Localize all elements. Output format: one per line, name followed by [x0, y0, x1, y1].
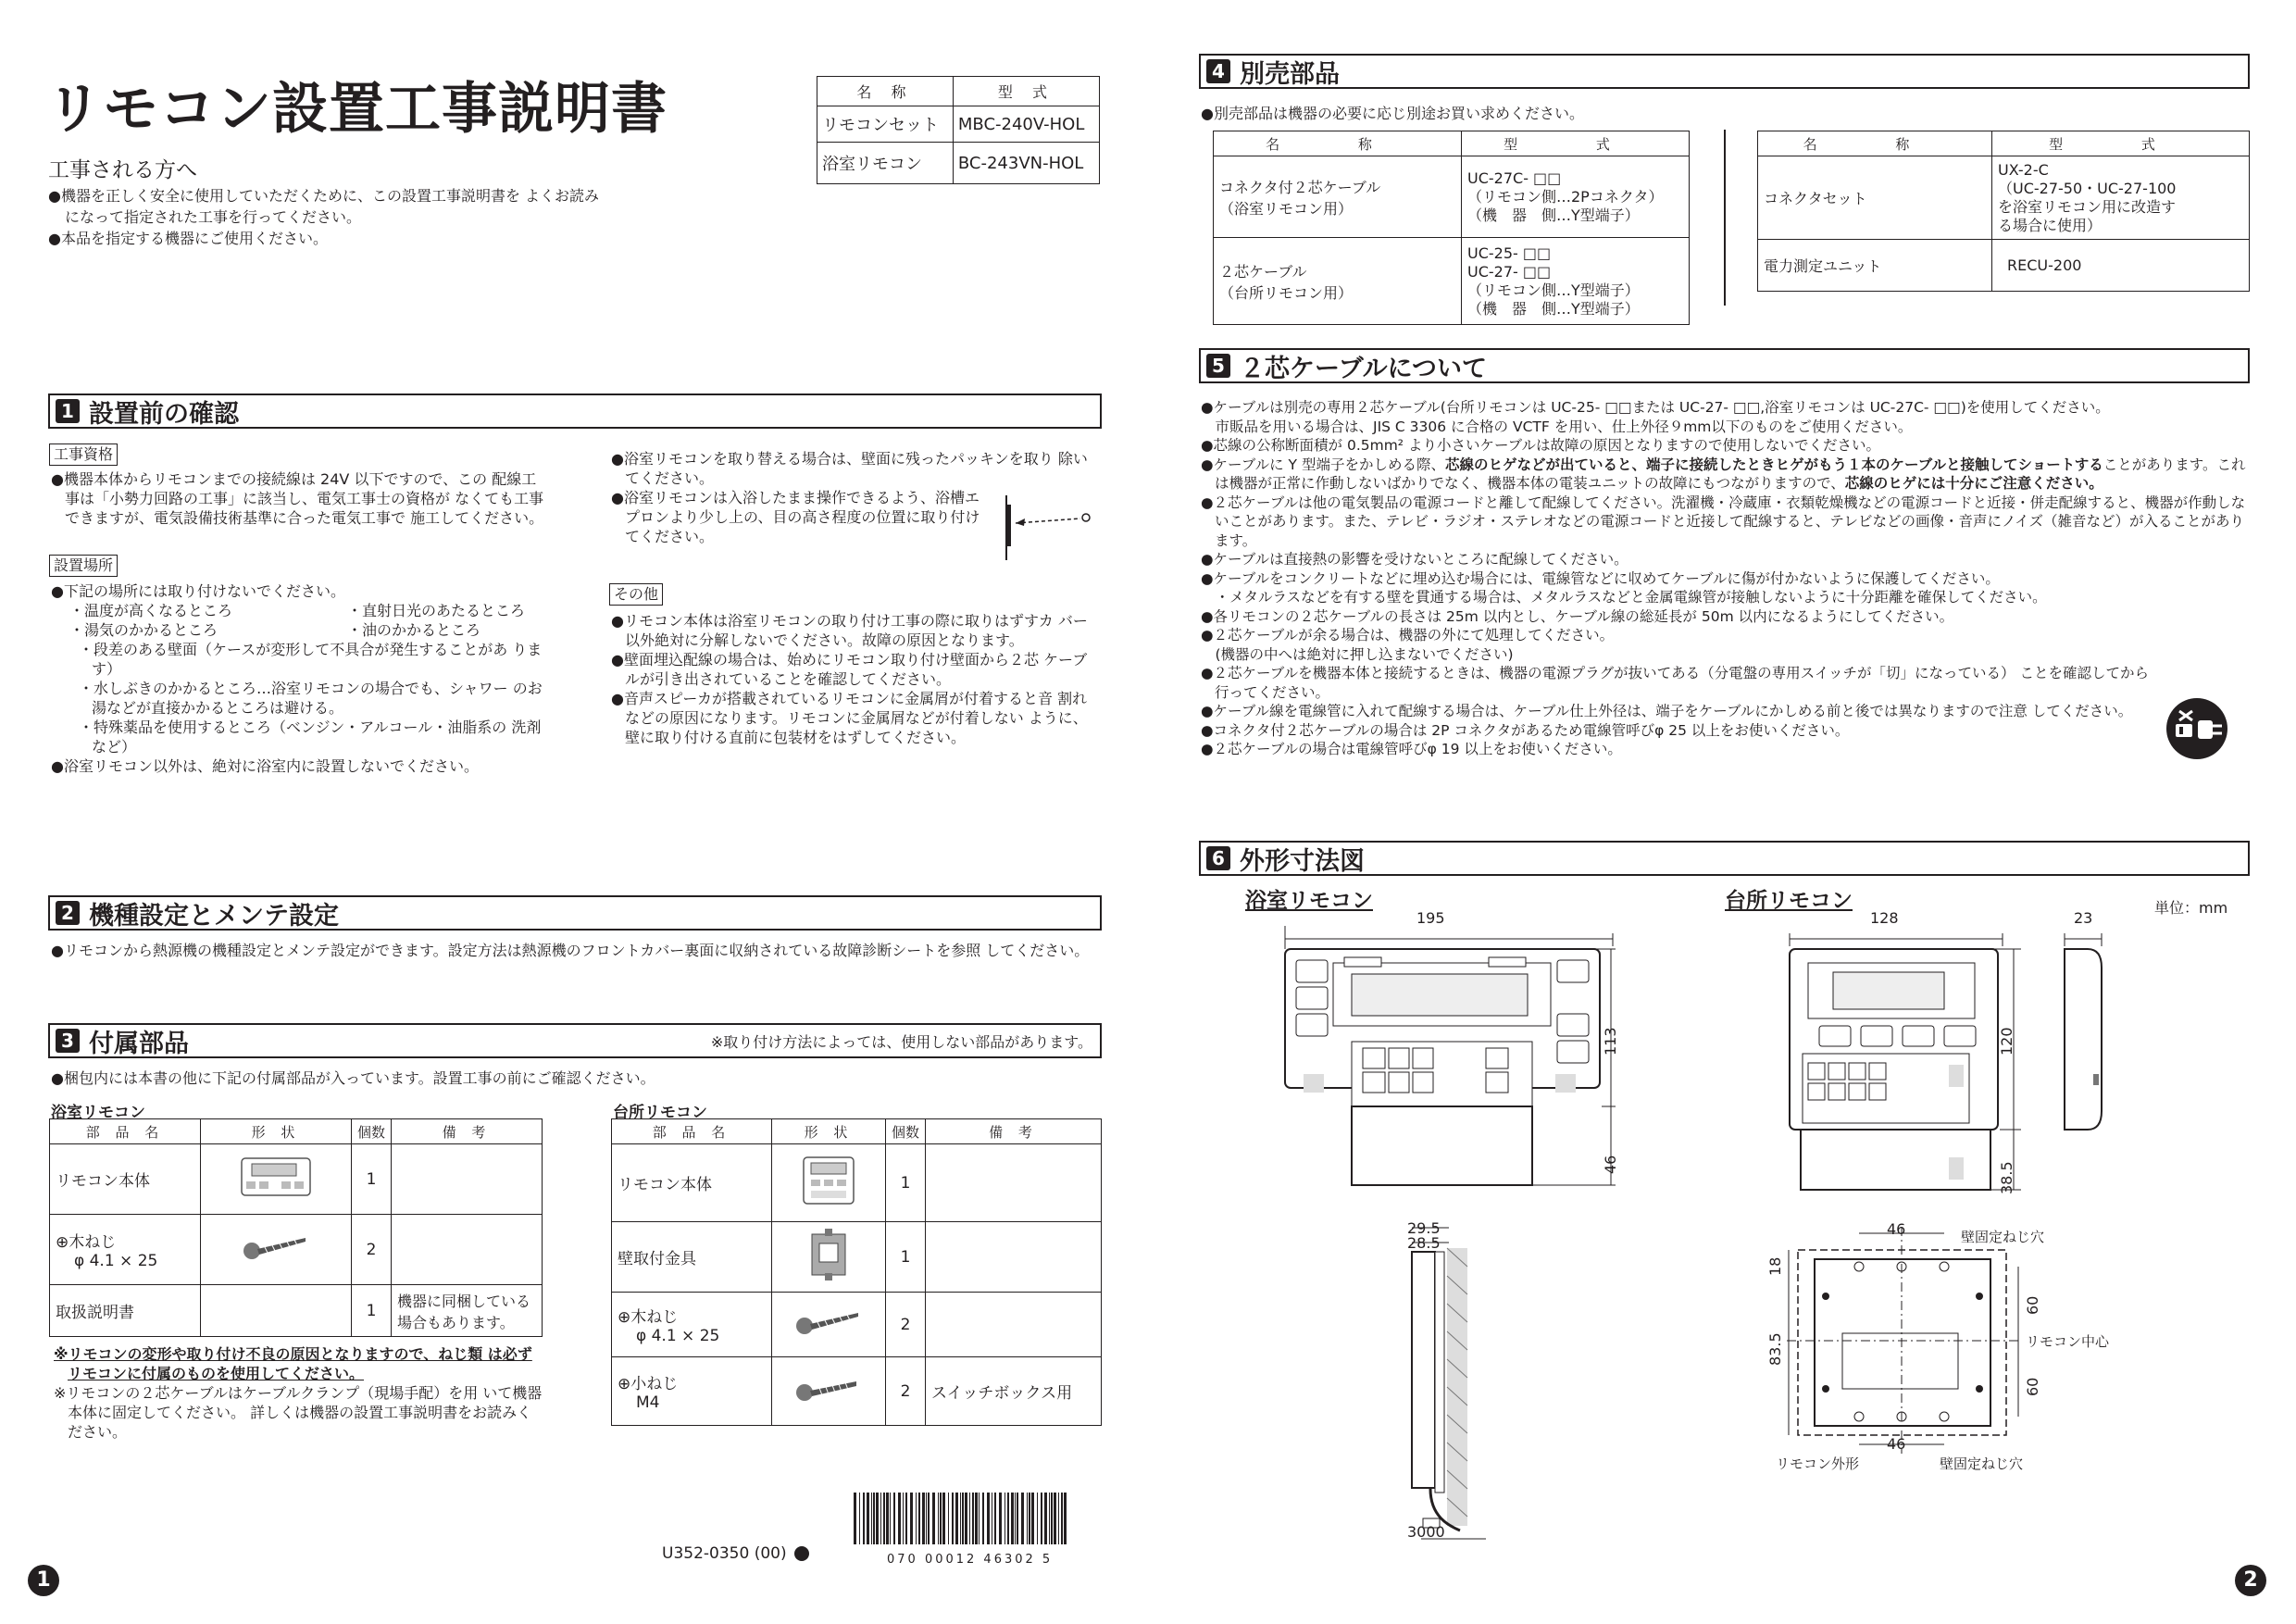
section-title: 外形寸法図 [1240, 846, 1365, 876]
part-name: ⊕小ねじ [618, 1375, 679, 1393]
barcode-bar [859, 1493, 860, 1544]
section-4-intro-block [1201, 104, 1941, 123]
part-name: リモコン本体 [612, 1144, 772, 1222]
remote-body-icon [796, 1154, 861, 1207]
cable-note: ●２芯ケーブルは他の電気製品の電源コードと離して配線してください。洗濯機・冷蔵庫・衣類乾燥機などの電源コードと近接・併走配線すると、機器が作動しないことがあります。また、テレビ・ラジオ・ステレオなどの電源コードと近接して配線すると、テレビなどの画像・音声にノイズ（雑音など）が入ることがあります。 [1201, 493, 2246, 549]
optional-name-sub: （浴室リモコン用） [1219, 199, 1354, 218]
section-title: 設置前の確認 [89, 399, 239, 429]
dim-back-83: 83.5 [1766, 1332, 1784, 1366]
dim-side-b: 28.5 [1407, 1234, 1441, 1252]
place-intro: ●下記の場所には取り付けないでください。 [51, 582, 345, 600]
section-3-intro: ●梱包内には本書の他に下記の付属部品が入っています。設置工事の前にご確認ください。 [51, 1069, 655, 1087]
license-text-block [51, 469, 546, 528]
part-spec: M4 [636, 1393, 660, 1412]
part-qty: 2 [352, 1215, 392, 1285]
part-note [926, 1293, 1102, 1357]
barcode-bar [1027, 1493, 1028, 1544]
part-note [926, 1144, 1102, 1222]
barcode-bar [979, 1493, 980, 1544]
label-screw-hole-bottom: 壁固定ねじ穴 [1940, 1455, 2024, 1472]
document-code-text: U352-0350 (00) [662, 1544, 787, 1563]
barcode-bar [932, 1493, 935, 1544]
dim-bath-width: 195 [1416, 909, 1445, 927]
part-shape [772, 1293, 886, 1357]
bath-parts-caption: 浴室リモコン [51, 1104, 145, 1122]
barcode-bar [1064, 1493, 1067, 1544]
document-title: リモコン設置工事説明書 [46, 77, 668, 142]
optional-model: RECU-200 [1992, 240, 2250, 292]
bath-parts-table [49, 1118, 543, 1337]
section-number: 1 [56, 399, 80, 423]
dim-side-a: 29.5 [1407, 1219, 1441, 1237]
other-note: ●リモコン本体は浴室リモコンの取り付け工事の際に取りはずすカ バー以外絶対に分解しないでください。故障の原因となります。 [611, 612, 1088, 649]
optional-model: UC-27- □□ [1467, 262, 1552, 281]
part-shape [772, 1357, 886, 1426]
section-number: 2 [56, 901, 80, 925]
column-divider [1724, 130, 1726, 306]
section-title: 付属部品 [89, 1029, 189, 1058]
optional-model: UX-2-C [1998, 160, 2049, 179]
part-note: 機器に同梱している場合もあります。 [392, 1285, 543, 1337]
section-3-header [48, 1023, 1102, 1058]
barcode-bar [1031, 1493, 1034, 1544]
optional-parts-table-left [1213, 131, 1690, 325]
barcode-bar [1004, 1493, 1005, 1544]
place-item: ・湯気のかかるところ [69, 621, 218, 639]
cable-note-y-terminal [1201, 456, 2252, 493]
dim-kitchen-width: 128 [1870, 909, 1899, 927]
tag-other: その他 [609, 583, 663, 606]
barcode-bar [890, 1493, 891, 1544]
model-cell: MBC-240V-HOL [953, 106, 1099, 143]
model-table [817, 76, 1100, 184]
barcode-bar [1041, 1493, 1042, 1544]
model-header-type: 型 式 [953, 77, 1099, 106]
place-item: ・特殊薬品を使用するところ（ベンジン・アルコール・油脂系の 洗剤など） [79, 718, 542, 756]
section-number: 4 [1206, 59, 1230, 83]
part-name: ⊕木ねじ [618, 1308, 679, 1327]
barcode-bar [867, 1493, 869, 1544]
page-number-left: 1 [28, 1565, 59, 1596]
tag-license: 工事資格 [49, 443, 118, 466]
place-item: ・段差のある壁面（ケースが変形して不具合が発生することがあ ります） [79, 641, 543, 678]
barcode-bar [910, 1493, 913, 1544]
section-4-header [1199, 54, 2250, 89]
optional-model: （UC-27-50・UC-27-100 [1998, 179, 2177, 197]
model-header-name: 名 称 [817, 77, 954, 106]
optional-model: （リモコン側…Y型端子） [1467, 281, 1640, 299]
barcode-bar [972, 1493, 974, 1544]
dim-back-60-bottom: 60 [2024, 1377, 2041, 1396]
dim-back-60-top: 60 [2024, 1295, 2041, 1315]
barcode-bar [1037, 1493, 1038, 1544]
installer-heading: 工事される方へ [48, 158, 197, 182]
optional-header: 型 式 [1992, 131, 2250, 156]
section-title: 機種設定とメンテ設定 [89, 901, 339, 931]
parts-header: 部 品 名 [612, 1119, 772, 1144]
y-pre: ●ケーブルに Y 型端子をかしめる際、 [1201, 456, 1445, 473]
y-mid: ことがあります。これは機器が正常に作動しないばかりでなく、機器本体の電装ユニットの故障にもつながりますので、 [1215, 456, 2246, 492]
section-title: ２芯ケーブルについて [1240, 354, 1488, 383]
part-shape [201, 1285, 352, 1337]
parts-header: 個数 [352, 1119, 392, 1144]
table-row [1214, 238, 1690, 325]
optional-model-cell [1462, 238, 1690, 325]
tag-place: 設置場所 [49, 555, 118, 577]
table-row [50, 1144, 543, 1215]
barcode-bar [883, 1493, 885, 1544]
optional-name: ２芯ケーブル [1219, 262, 1307, 281]
part-note [926, 1222, 1102, 1293]
wall-bracket-icon [801, 1227, 856, 1282]
dim-kitchen-bottom: 38.5 [1998, 1161, 2015, 1194]
cable-notes [1201, 398, 2252, 759]
cable-note: ●２芯ケーブルを機器本体と接続するときは、機器の電源プラグが抜いてある（分電盤の専用スイッチが「切」になっている） ことを確認してから行ってください。 [1201, 665, 2149, 701]
part-shape [201, 1215, 352, 1285]
dim-back-46-top: 46 [1887, 1220, 1906, 1238]
other-list [611, 611, 1100, 747]
optional-model: （機 器 側…Y型端子） [1467, 206, 1640, 224]
table-row [612, 1293, 1102, 1357]
intro-notes [48, 185, 604, 249]
parts-header: 形 状 [772, 1119, 886, 1144]
section-6-header [1199, 841, 2250, 876]
part-qty: 1 [886, 1144, 926, 1222]
wood-screw-icon [239, 1229, 313, 1266]
y-bold-1: 芯線のヒゲなどが出ていると、端子に接続したときヒゲがもう１本のケーブルと接触してショートする [1444, 456, 2103, 473]
barcode-bar [948, 1493, 949, 1544]
barcode-bar [1015, 1493, 1016, 1544]
barcode-bar [975, 1493, 978, 1544]
barcode-bar [922, 1493, 925, 1544]
barcode-bar [960, 1493, 961, 1544]
parts-header: 形 状 [201, 1119, 352, 1144]
part-shape [772, 1222, 886, 1293]
place-list [51, 581, 551, 776]
barcode-bar [999, 1493, 1002, 1544]
optional-model: UC-25- □□ [1467, 244, 1552, 262]
barcode-bar [1058, 1493, 1059, 1544]
optional-parts-table-right [1757, 131, 2250, 292]
cable-note: ●ケーブル線を電線管に入れて配線する場合は、ケーブル仕上外径は、端子をケーブルにかしめる前と後では異なりますので注意 してください。 [1201, 703, 2133, 719]
part-shape [201, 1144, 352, 1215]
barcode-bar [1051, 1493, 1053, 1544]
place-item: ・水しぶきのかかるところ…浴室リモコンの場合でも、シャワー のお湯などが直接かかるところは避ける。 [79, 680, 543, 717]
part-qty: 1 [352, 1144, 392, 1215]
part-qty: 2 [886, 1293, 926, 1357]
barcode-bar [969, 1493, 970, 1544]
y-bold-2: 芯線のヒゲには十分にご注意ください。 [1844, 475, 2103, 492]
barcode-bar [940, 1493, 942, 1544]
part-note: スイッチボックス用 [926, 1357, 1102, 1426]
part-name: 取扱説明書 [50, 1285, 201, 1337]
cable-note: ●２芯ケーブルが余る場合は、機器の外にて処理してください。 [1201, 627, 1615, 643]
other-note: ●音声スピーカが搭載されているリモコンに金属屑が付着すると音 割れなどの原因になります。リモコンに金属屑などが付着しない ように、壁に取り付ける直前に包装材をはずしてください。 [611, 690, 1088, 746]
section-number: 5 [1206, 354, 1230, 378]
page-number-right: 2 [2235, 1565, 2266, 1596]
barcode-bar [1021, 1493, 1024, 1544]
optional-model: を浴室リモコン用に改造す [1998, 197, 2177, 216]
section-4-intro: ●別売部品は機器の必要に応じ別途お買い求めください。 [1201, 105, 1584, 122]
cable-note: ●２芯ケーブルの場合は電線管呼びφ 19 以上をお使いください。 [1201, 741, 1622, 757]
place-item: ・直射日光のあたるところ [347, 602, 526, 619]
part-name: ⊕木ねじ [56, 1233, 117, 1252]
cable-note: ●コネクタ付２芯ケーブルの場合は 2P コネクタがあるため電線管呼びφ 25 以上をお使いください。 [1201, 721, 1850, 739]
barcode-bar [982, 1493, 984, 1544]
machine-screw-icon [792, 1370, 866, 1407]
kitchen-remote-back-view [1778, 1222, 2046, 1463]
optional-model: （リモコン側…2Pコネクタ） [1467, 187, 1664, 206]
barcode-bar [928, 1493, 930, 1544]
section-1-header [48, 394, 1102, 429]
parts-header: 備 考 [392, 1119, 543, 1144]
optional-name-cell [1214, 156, 1462, 238]
barcode-bar [994, 1493, 996, 1544]
dim-kitchen-depth: 23 [2074, 909, 2093, 927]
footnote: ※リモコンの２芯ケーブルはケーブルクランプ（現場手配）を用 いて機器本体に固定してください。 詳しくは機器の設置工事説明書をお読みください。 [54, 1384, 543, 1441]
barcode-bar [871, 1493, 872, 1544]
parts-header: 部 品 名 [50, 1119, 201, 1144]
barcode-bar [1017, 1493, 1018, 1544]
table-row [612, 1144, 1102, 1222]
dim-bath-bottom: 46 [1602, 1155, 1619, 1174]
optional-model: UC-27C- □□ [1467, 169, 1562, 187]
k-mark-icon [794, 1546, 809, 1561]
barcode-bar [873, 1493, 875, 1544]
dim-back-46-bottom: 46 [1887, 1435, 1906, 1453]
kitchen-parts-caption: 台所リモコン [613, 1104, 707, 1122]
kitchen-remote-side-view [2060, 926, 2106, 1139]
dim-bath-height: 113 [1602, 1027, 1619, 1056]
intro-note: ●本品を指定する機器にご使用ください。 [48, 230, 328, 247]
barcode-bar [1044, 1493, 1047, 1544]
barcode-bar [955, 1493, 958, 1544]
barcode-bar [962, 1493, 964, 1544]
parts-header: 個数 [886, 1119, 926, 1144]
bath-remote-side-view [1393, 1220, 1504, 1549]
barcode-bar [965, 1493, 967, 1544]
height-diagram [995, 491, 1102, 565]
parts-footnotes [54, 1344, 544, 1442]
table-row [612, 1222, 1102, 1293]
kitchen-remote-front-view [1782, 926, 2023, 1194]
wood-screw-icon [792, 1304, 866, 1341]
barcode-bar [1029, 1493, 1030, 1544]
barcode-bar [886, 1493, 889, 1544]
section-number: 3 [56, 1029, 80, 1053]
cable-note: ●ケーブルをコンクリートなどに埋め込む場合には、電線管などに収めてケーブルに傷が付かないように保護してください。 [1201, 569, 2000, 587]
part-name: 壁取付金具 [612, 1222, 772, 1293]
part-qty: 2 [886, 1357, 926, 1426]
optional-header: 名 称 [1758, 131, 1992, 156]
document-code [662, 1544, 809, 1563]
barcode-bar [987, 1493, 990, 1544]
unplug-warning-icon [2165, 696, 2229, 761]
part-qty: 1 [886, 1222, 926, 1293]
dim-cable-length: 3000 [1407, 1523, 1445, 1541]
part-shape [772, 1144, 886, 1222]
cable-note: ●芯線の公称断面積が 0.5mm² より小さいケーブルは故障の原因となりますので使用しないでください。 [1201, 437, 1881, 454]
optional-header: 名 称 [1214, 131, 1462, 156]
optional-name-sub: （台所リモコン用） [1219, 283, 1354, 302]
table-row [50, 1285, 543, 1337]
dim-back-18: 18 [1766, 1256, 1784, 1276]
barcode-bar [903, 1493, 904, 1544]
bath-remote-front-view [1278, 926, 1620, 1204]
label-outline: リモコン外形 [1776, 1455, 1860, 1472]
section-title: 別売部品 [1240, 59, 1340, 89]
part-name-cell [612, 1357, 772, 1426]
parts-header: 備 考 [926, 1119, 1102, 1144]
place-last: ●浴室リモコン以外は、絶対に浴室内に設置しないでください。 [51, 757, 479, 775]
part-spec: φ 4.1 × 25 [74, 1252, 158, 1270]
barcode-bar [893, 1493, 895, 1544]
place-item: ・温度が高くなるところ [69, 602, 233, 619]
kitchen-parts-table [611, 1118, 1102, 1426]
place-item: ・油のかかるところ [347, 621, 481, 639]
barcode-bar [952, 1493, 954, 1544]
license-text: ●機器本体からリモコンまでの接続線は 24V 以下ですので、この 配線工事は「小勢力回路の工事」に該当し、電気工事士の資格が なくても工事できますが、電気設備技術基準に合った電気工事で 施工してください。 [51, 470, 544, 527]
part-note [392, 1215, 543, 1285]
cable-note: ●各リモコンの２芯ケーブルの長さは 25m 以内とし、ケーブル線の総延長が 50m 以内になるようにしてください。 [1201, 607, 1954, 625]
section-number: 6 [1206, 846, 1230, 870]
barcode-bar [905, 1493, 907, 1544]
part-note [392, 1144, 543, 1215]
intro-note: ●機器を正しく安全に使用していただくために、この設置工事説明書を よくお読みになって指定された工事を行ってください。 [48, 187, 600, 226]
optional-model: （機 器 側…Y型端子） [1467, 299, 1640, 318]
barcode-bar [854, 1493, 856, 1544]
table-row [50, 1215, 543, 1285]
table-row [1758, 240, 2250, 292]
right-note: ●浴室リモコンは入浴したまま操作できるよう、浴槽エプロンより少し上の、目の高さ程度の位置に取り付けてください。 [611, 489, 980, 545]
cable-note: ・メタルラスなどを有する壁を貫通する場合は、メタルラスなどと金属電線管が接触しないように十分距離を確保してください。 [1201, 589, 2047, 606]
table-row [612, 1357, 1102, 1426]
cable-note: ●ケーブルは別売の専用２芯ケーブル(台所リモコンは UC-25- □□または UC-27- □□,浴室リモコンは UC-27C- □□)を使用してください。 [1201, 399, 2110, 416]
barcode-bar [876, 1493, 879, 1544]
table-row [1758, 156, 2250, 240]
barcode-bar [926, 1493, 927, 1544]
unit-label: 単位：mm [2154, 899, 2228, 917]
cable-note: 市販品を用いる場合は、JIS C 3306 に合格の VCTF を用い、仕上外径９mm以下のものをご使用ください。 [1201, 418, 1913, 435]
barcode-bar [918, 1493, 920, 1544]
barcode-bar [898, 1493, 901, 1544]
barcode-bar [916, 1493, 917, 1544]
optional-name-cell [1214, 238, 1462, 325]
section-3-intro-block [51, 1068, 1102, 1088]
cable-note: ●ケーブルは直接熱の影響を受けないところに配線してください。 [1201, 551, 1628, 568]
section-2-text: ●リモコンから熱源機の機種設定とメンテ設定ができます。設定方法は熱源機のフロントカバー裏面に収納されている故障診断シートを参照 してください。 [51, 942, 1090, 959]
part-name-cell [50, 1215, 201, 1285]
label-center: リモコン中心 [2026, 1333, 2110, 1350]
bath-remote-drawing-title: 浴室リモコン [1245, 889, 1373, 913]
barcode-bar [1011, 1493, 1014, 1544]
section-2-header [48, 895, 1102, 931]
right-note: ●浴室リモコンを取り替える場合は、壁面に残ったパッキンを取り 除いてください。 [611, 450, 1088, 487]
part-name: リモコン本体 [50, 1144, 201, 1215]
label-screw-hole-top: 壁固定ねじ穴 [1961, 1229, 2045, 1245]
section-2-text-block [51, 941, 1102, 960]
cable-note: (機器の中へは絶対に押し込まないでください) [1201, 645, 1514, 663]
optional-name: コネクタ付２芯ケーブル [1219, 178, 1381, 196]
footnote-bold: ※リモコンの変形や取り付け不良の原因となりますので、ねじ類 は必ずリモコンに付属のものを使用してください。 [54, 1345, 532, 1382]
section-5-header [1199, 348, 2250, 383]
part-qty: 1 [352, 1285, 392, 1337]
barcode-bar [1061, 1493, 1063, 1544]
model-cell: 浴室リモコン [817, 143, 954, 184]
part-name-cell [612, 1293, 772, 1357]
barcode-number: 070 00012 46302 5 [887, 1553, 1054, 1567]
optional-model-cell [1992, 156, 2250, 240]
model-cell: リモコンセット [817, 106, 954, 143]
barcode-bar [1054, 1493, 1056, 1544]
barcode-bar [942, 1493, 945, 1544]
section-note: ※取り付け方法によっては、使用しない部品があります。 [710, 1032, 1092, 1051]
optional-header: 型 式 [1462, 131, 1690, 156]
barcode-bar [880, 1493, 881, 1544]
barcode [852, 1493, 1069, 1548]
remote-body-icon [239, 1154, 313, 1200]
barcode-bar [938, 1493, 939, 1544]
optional-model: る場合に使用） [1998, 216, 2103, 234]
kitchen-remote-drawing-title: 台所リモコン [1725, 889, 1853, 913]
optional-name: 電力測定ユニット [1758, 240, 1992, 292]
barcode-bar [1049, 1493, 1050, 1544]
optional-name: コネクタセット [1758, 156, 1992, 240]
model-cell: BC-243VN-HOL [953, 143, 1099, 184]
other-note: ●壁面埋込配線の場合は、始めにリモコン取り付け壁面から２芯 ケーブルが引き出されていることを確認してください。 [611, 651, 1088, 688]
barcode-bar [863, 1493, 865, 1544]
optional-model-cell [1462, 156, 1690, 238]
table-row [1214, 156, 1690, 238]
barcode-bar [1007, 1493, 1009, 1544]
part-spec: φ 4.1 × 25 [636, 1327, 720, 1345]
dim-kitchen-height: 120 [1998, 1027, 2015, 1056]
